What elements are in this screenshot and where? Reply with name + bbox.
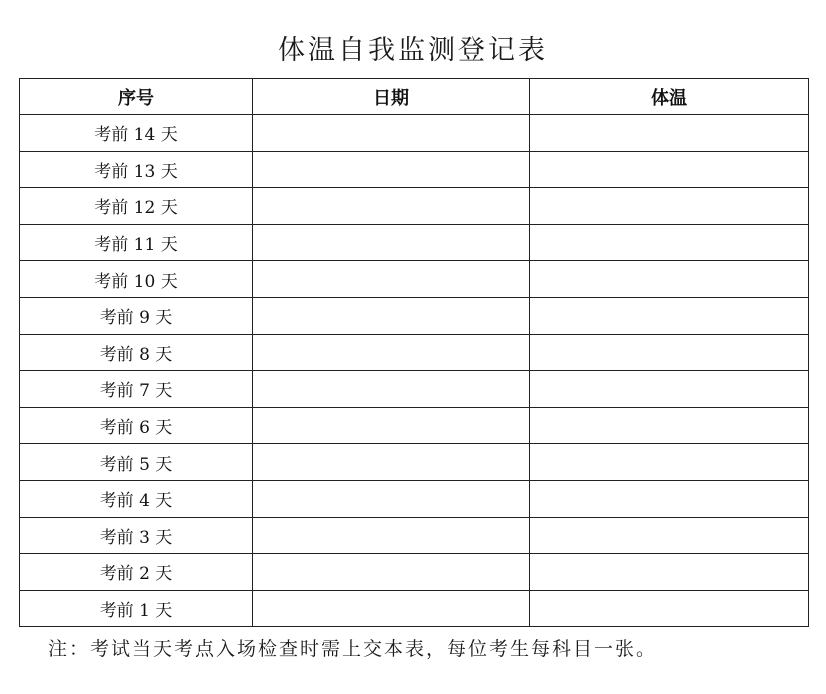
seq-cell: 考前 1 天: [20, 590, 253, 627]
seq-cell: 考前 11 天: [20, 224, 253, 261]
date-cell[interactable]: [253, 115, 530, 152]
temp-cell[interactable]: [530, 554, 809, 591]
temp-cell[interactable]: [530, 480, 809, 517]
date-cell[interactable]: [253, 554, 530, 591]
temperature-log-table: [19, 78, 809, 627]
table-row: [20, 261, 809, 298]
seq-cell: 考前 10 天: [20, 261, 253, 298]
temp-cell[interactable]: [530, 261, 809, 298]
table-row: [20, 371, 809, 408]
date-cell[interactable]: [253, 334, 530, 371]
date-cell[interactable]: [253, 480, 530, 517]
date-cell[interactable]: [253, 407, 530, 444]
table-row: [20, 407, 809, 444]
table-row: [20, 151, 809, 188]
table-row: [20, 188, 809, 225]
table-header-row: [20, 79, 809, 115]
table-row: [20, 444, 809, 481]
seq-cell: 考前 4 天: [20, 480, 253, 517]
table-row: [20, 115, 809, 152]
date-cell[interactable]: [253, 188, 530, 225]
seq-cell: 考前 3 天: [20, 517, 253, 554]
seq-cell: 考前 5 天: [20, 444, 253, 481]
table-row: [20, 517, 809, 554]
date-cell[interactable]: [253, 444, 530, 481]
temp-cell[interactable]: [530, 115, 809, 152]
date-cell[interactable]: [253, 151, 530, 188]
temp-cell[interactable]: [530, 151, 809, 188]
seq-cell: 考前 9 天: [20, 297, 253, 334]
date-cell[interactable]: [253, 297, 530, 334]
temp-cell[interactable]: [530, 334, 809, 371]
seq-cell: 考前 14 天: [20, 115, 253, 152]
temp-cell[interactable]: [530, 188, 809, 225]
temp-cell[interactable]: [530, 224, 809, 261]
temp-cell[interactable]: [530, 444, 809, 481]
temp-cell[interactable]: [530, 517, 809, 554]
table-row: [20, 334, 809, 371]
date-cell[interactable]: [253, 371, 530, 408]
header-temp: 体温: [530, 79, 809, 115]
date-cell[interactable]: [253, 517, 530, 554]
table-row: [20, 480, 809, 517]
table-row: [20, 590, 809, 627]
seq-cell: 考前 8 天: [20, 334, 253, 371]
seq-cell: 考前 13 天: [20, 151, 253, 188]
header-seq: 序号: [20, 79, 253, 115]
header-date: 日期: [253, 79, 530, 115]
seq-cell: 考前 2 天: [20, 554, 253, 591]
page-title: 体温自我监测登记表: [278, 35, 548, 66]
footnote: 注：考试当天考点入场检查时需上交本表，每位考生每科目一张。: [48, 638, 658, 660]
temp-cell[interactable]: [530, 590, 809, 627]
table-row: [20, 554, 809, 591]
seq-cell: 考前 6 天: [20, 407, 253, 444]
seq-cell: 考前 12 天: [20, 188, 253, 225]
date-cell[interactable]: [253, 590, 530, 627]
temp-cell[interactable]: [530, 297, 809, 334]
temp-cell[interactable]: [530, 371, 809, 408]
temp-cell[interactable]: [530, 407, 809, 444]
table-row: [20, 297, 809, 334]
date-cell[interactable]: [253, 261, 530, 298]
table-row: [20, 224, 809, 261]
seq-cell: 考前 7 天: [20, 371, 253, 408]
date-cell[interactable]: [253, 224, 530, 261]
